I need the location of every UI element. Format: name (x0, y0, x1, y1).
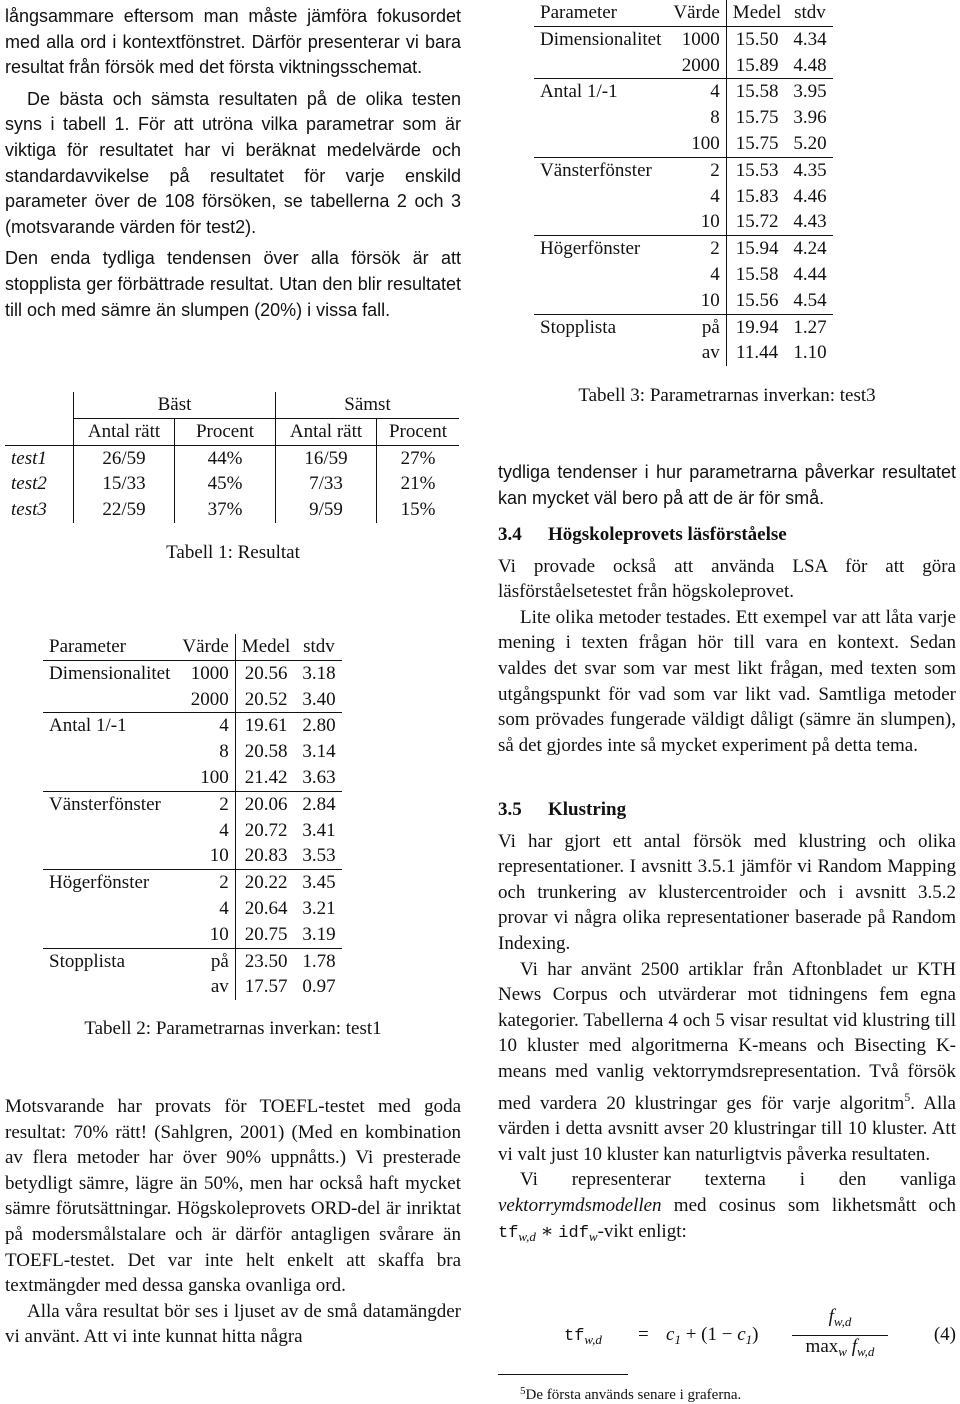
table-row (5, 497, 459, 523)
table-row (534, 53, 833, 79)
table-cell-mean: 19.61 (235, 713, 296, 739)
table-cell-stdv: 5.20 (787, 131, 832, 157)
text-span: -vikt enligt: (597, 1220, 687, 1242)
section-heading (498, 797, 956, 823)
math-var: c (737, 1324, 746, 1345)
table-cell-param (43, 765, 176, 791)
eq-denominator (788, 1334, 892, 1365)
table-row (43, 843, 342, 869)
table-cell-value: på (701, 316, 720, 338)
paragraph-r2: Vi provade också att använda LSA för att göra läsförståelsetestet från högskoleprovet. (498, 555, 956, 603)
table-row (534, 131, 833, 157)
table-cell-value: 2000 (176, 687, 235, 713)
table-cell-value: 8 (219, 741, 229, 763)
table-row (43, 896, 342, 922)
table-cell-param (43, 922, 176, 948)
table-cell-value: 2 (710, 238, 720, 260)
table-cell-mean: 21.42 (235, 765, 296, 791)
table-2 (43, 634, 342, 1000)
right-text-top (498, 460, 956, 511)
table-cell-param (43, 974, 176, 1000)
table-row (534, 79, 833, 105)
t2-header: stdv (296, 634, 341, 660)
table-1 (5, 392, 459, 523)
table-row (534, 236, 833, 262)
table-row (43, 687, 342, 713)
table-cell-stdv: 4.35 (793, 159, 827, 181)
table-cell-stdv: 1.78 (302, 950, 336, 972)
table-cell-stdv: 3.53 (296, 843, 341, 869)
table-row (534, 105, 833, 131)
table-cell-mean: 15.94 (726, 236, 787, 262)
table-cell-param (43, 843, 176, 869)
t1-cell: 16/59 (276, 445, 377, 471)
table-cell-mean: 20.58 (235, 739, 296, 765)
math-idf: idf (558, 1223, 589, 1243)
table-cell-value: 2 (710, 159, 720, 181)
table-row (534, 262, 833, 288)
table-cell-value: 100 (176, 765, 235, 791)
t3-header: Medel (726, 0, 787, 26)
table-cell-mean: 15.50 (726, 26, 787, 52)
t2-header: Värde (176, 634, 235, 660)
footnote-ref: 5 (904, 1089, 911, 1104)
t2-header: Parameter (43, 634, 176, 660)
table-row (43, 870, 342, 896)
paragraph-r4: Vi har gjort ett antal försök med klustring och olika representationer. I avsnitt 3.5.1 jämför vi Random Mapping och trunkering av klustercentroider och i avsnitt 3.5.2 provar vi några olika representationer baserade på Random Indexing. (498, 830, 956, 954)
eq-lhs (564, 1322, 602, 1353)
table-row (43, 791, 342, 817)
table-cell-stdv: 3.45 (302, 872, 336, 894)
paragraph-3: Den enda tydliga tendensen över alla försök är att stopplista ger förbättrade resultat. Utan den blir resultatet till och med sämre än slumpen (20%) i vissa fall. (5, 248, 461, 320)
t1-cell: 26/59 (74, 445, 175, 471)
t1-corner-2 (5, 418, 74, 445)
table-cell-stdv: 4.34 (793, 28, 827, 50)
math-sub: w (588, 1228, 598, 1244)
table-cell-stdv: 0.97 (302, 976, 336, 998)
table-row (534, 340, 833, 366)
table-cell-stdv: 3.18 (302, 662, 336, 684)
table-cell-param (43, 739, 176, 765)
eq-rhs (666, 1322, 758, 1353)
table-cell-mean: 20.75 (235, 922, 296, 948)
table-cell-value: 2 (219, 872, 229, 894)
table-cell-mean: 15.58 (726, 79, 787, 105)
math-var: f (828, 1306, 834, 1327)
table-cell-stdv: 3.41 (302, 819, 336, 841)
table-row (43, 974, 342, 1000)
table-cell-mean: 15.75 (726, 105, 787, 131)
table-cell-stdv: 2.80 (302, 715, 336, 737)
table-cell-mean: 19.94 (726, 314, 787, 340)
table-cell-stdv: 4.24 (793, 238, 827, 260)
table-row (534, 184, 833, 210)
t1-cell: 45% (175, 471, 276, 497)
table-cell-mean: 15.53 (726, 157, 787, 183)
table-1-caption: Tabell 1: Resultat (166, 542, 300, 563)
t1-group-worst: Sämst (276, 392, 460, 418)
paragraph-r5 (498, 957, 956, 1168)
table-cell-mean: 20.64 (235, 896, 296, 922)
math-tf: tf (564, 1327, 585, 1346)
left-text-bottom (5, 1094, 461, 1350)
table-cell-mean: 15.89 (726, 53, 787, 79)
table-cell-stdv: 4.48 (787, 53, 832, 79)
table-cell-stdv: 3.14 (302, 741, 336, 763)
table-cell-stdv: 3.95 (793, 81, 827, 103)
section-number: 3.5 (498, 799, 522, 820)
text-span: Vi har använt 2500 artiklar från Aftonbladet ur KTH News Corpus och utvärderar mot tidningens fem egna kategorier. Tabellerna 4 och 5 visar resultat vid klustring till 10 kluster med algoritmerna K-means och Bisecting K-means med vanlig vektorrymdsrepresentation. Två försök med vardera 20 klustringar ges för varje algoritm (498, 958, 956, 1114)
table-cell-stdv: 2.84 (302, 793, 336, 815)
math-sub: w,d (518, 1228, 536, 1244)
footnote-text: De första används senare i graferna. (525, 1387, 742, 1403)
math-sub: w,d (856, 1344, 875, 1359)
table-cell-value: av (701, 342, 720, 364)
table-cell-value: 1000 (190, 662, 229, 684)
table-cell-value: 8 (710, 107, 720, 129)
section-3-5 (498, 797, 956, 1249)
t3-header: stdv (787, 0, 832, 26)
section-title: Klustring (548, 799, 627, 820)
paragraph-r6 (498, 1167, 956, 1249)
t1-cell: 44% (175, 445, 276, 471)
table-cell-mean: 20.72 (235, 818, 296, 844)
text-span: Vi representerar texterna i den vanliga (520, 1169, 956, 1191)
t1-row-name: test3 (11, 499, 47, 521)
math-var: c (666, 1324, 675, 1345)
table-cell-param: Högerfönster (49, 872, 150, 894)
table-cell-param (534, 131, 667, 157)
math-tf: tf (498, 1223, 519, 1243)
section-3-4 (498, 522, 956, 758)
t1-cell: 22/59 (74, 497, 175, 523)
table-cell-stdv: 1.27 (793, 316, 827, 338)
text-span: med cosinus som likhetsmått och (661, 1194, 956, 1216)
table-cell-param: Vänsterfönster (49, 793, 161, 815)
math-op: ∗ (535, 1220, 559, 1242)
t1-group-best: Bäst (74, 392, 276, 418)
table-cell-mean: 15.75 (726, 131, 787, 157)
t1-row-name: test1 (11, 447, 47, 469)
math-op: + (1 − (685, 1324, 738, 1345)
table-cell-param (43, 896, 176, 922)
table-cell-value: 4 (710, 263, 720, 285)
t1-corner (5, 392, 74, 418)
table-cell-value: 10 (667, 288, 726, 314)
table-cell-value: 10 (667, 209, 726, 235)
footnote-mark: 5 (520, 1385, 526, 1397)
table-cell-value: 1000 (681, 28, 720, 50)
table-cell-param (534, 53, 667, 79)
table-3 (534, 0, 833, 366)
table-cell-stdv: 3.96 (793, 107, 827, 129)
table-cell-param: Stopplista (49, 950, 126, 972)
table-cell-param: Dimensionalitet (49, 662, 171, 684)
t3-header: Värde (667, 0, 726, 26)
footnote (520, 1382, 741, 1404)
table-cell-param (534, 209, 667, 235)
table-cell-stdv: 4.46 (793, 185, 827, 207)
table-cell-value: av (210, 976, 229, 998)
eq-numerator (792, 1304, 888, 1336)
table-row (534, 288, 833, 314)
table-row (534, 26, 833, 52)
table-cell-param: Vänsterfönster (540, 159, 652, 181)
table-cell-mean: 15.58 (726, 262, 787, 288)
table-cell-stdv: 3.21 (302, 897, 336, 919)
section-heading (498, 522, 956, 548)
table-cell-param (534, 262, 667, 288)
table-cell-param (534, 105, 667, 131)
table-cell-stdv: 4.54 (787, 288, 832, 314)
t1-cell: 15/33 (74, 471, 175, 497)
table-cell-param: Antal 1/-1 (540, 81, 618, 103)
table-row (43, 948, 342, 974)
equation-4 (498, 1304, 956, 1364)
table-row (43, 818, 342, 844)
table-row (43, 739, 342, 765)
paragraph-r3: Lite olika metoder testades. Ett exempel var att låta varje mening i texten frågan hör till vara en kontext. Sedan valdes det svar som var mest likt frågan, med texten som utgångspunkt för vad som var likt vad. Samtliga metoder som prövades fungerade väldigt dåligt (sämre än slumpen), så det gjordes inte så mycket experiment på detta tema. (498, 606, 956, 756)
t2-header: Medel (235, 634, 296, 660)
t3-header: Parameter (534, 0, 667, 26)
table-2-caption: Tabell 2: Parametrarnas inverkan: test1 (84, 1018, 382, 1039)
table-cell-param (43, 687, 176, 713)
table-cell-value: 10 (176, 843, 235, 869)
math-sub: w (838, 1344, 847, 1359)
table-row (534, 157, 833, 183)
table-cell-stdv: 1.10 (793, 342, 827, 364)
paragraph-5: Alla våra resultat bör ses i ljuset av de små datamängder vi använt. Att vi inte kunnat hitta några (5, 1300, 461, 1348)
math-op: max (805, 1336, 839, 1357)
table-cell-mean: 20.06 (235, 791, 296, 817)
text-span: . Alla värden i detta avsnitt avser 20 klustringar till 10 kluster. Att vi valt just 10 kluster kan naturligtvis påverka resultaten. (498, 1092, 956, 1165)
paragraph-1: långsammare eftersom man måste jämföra fokusordet med alla ord i kontextfönstret. Därför presenterar vi bara resultat från försök med det första viktningsschemat. (5, 6, 461, 78)
table-row (534, 209, 833, 235)
table-cell-value: på (210, 950, 229, 972)
math-sub: 1 (745, 1332, 753, 1347)
section-title: Högskoleprovets läsförståelse (548, 524, 787, 545)
t1-cell: 15% (377, 497, 460, 523)
table-cell-value: 4 (710, 185, 720, 207)
table-row (43, 922, 342, 948)
table-row (43, 713, 342, 739)
table-cell-value: 10 (176, 922, 235, 948)
table-cell-mean: 20.52 (235, 687, 296, 713)
table-cell-param (534, 340, 667, 366)
section-number: 3.4 (498, 524, 522, 545)
paragraph-r1: tydliga tendenser i hur parametrarna påverkar resultatet kan mycket väl bero på att de är för små. (498, 462, 956, 508)
table-cell-param: Högerfönster (540, 238, 641, 260)
table-cell-mean: 20.22 (235, 870, 296, 896)
table-cell-mean: 15.83 (726, 184, 787, 210)
table-cell-mean: 11.44 (726, 340, 787, 366)
table-cell-param (534, 184, 667, 210)
table-cell-value: 4 (219, 897, 229, 919)
math-sub: w,d (833, 1314, 852, 1329)
table-cell-value: 100 (667, 131, 726, 157)
table-cell-param: Antal 1/-1 (49, 715, 127, 737)
emphasis: vektorrymdsmodellen (498, 1194, 662, 1216)
t1-row-name: test2 (11, 473, 47, 495)
table-cell-value: 4 (219, 715, 229, 737)
table-row (43, 660, 342, 686)
table-cell-param (43, 818, 176, 844)
table-cell-stdv: 3.40 (296, 687, 341, 713)
t1-cell: 37% (175, 497, 276, 523)
table-cell-stdv: 3.19 (296, 922, 341, 948)
table-cell-param: Dimensionalitet (540, 28, 662, 50)
t1-col-antal-worst: Antal rätt (276, 418, 377, 445)
table-cell-stdv: 3.63 (296, 765, 341, 791)
table-row (534, 314, 833, 340)
table-cell-mean: 20.56 (235, 660, 296, 686)
table-cell-stdv: 4.43 (787, 209, 832, 235)
left-text-top (5, 4, 461, 323)
t1-col-procent-worst: Procent (377, 418, 460, 445)
table-cell-mean: 23.50 (235, 948, 296, 974)
eq-equals: = (638, 1324, 649, 1345)
t1-cell: 27% (377, 445, 460, 471)
table-cell-mean: 15.72 (726, 209, 787, 235)
table-row (43, 765, 342, 791)
math-var: f (851, 1336, 857, 1357)
table-cell-mean: 15.56 (726, 288, 787, 314)
math-sub: 1 (674, 1332, 681, 1347)
table-row (5, 445, 459, 471)
t1-col-antal-best: Antal rätt (74, 418, 175, 445)
table-cell-value: 2 (219, 793, 229, 815)
table-cell-mean: 20.83 (235, 843, 296, 869)
table-cell-param: Stopplista (540, 316, 617, 338)
table-cell-stdv: 4.44 (793, 263, 827, 285)
footnote-rule (498, 1374, 628, 1375)
math-op: ) (752, 1324, 759, 1345)
table-3-caption: Tabell 3: Parametrarnas inverkan: test3 (578, 385, 876, 406)
paragraph-2: De bästa och sämsta resultaten på de olika testen syns i tabell 1. För att utröna vilka parametrar som är viktiga för resultatet har vi beräknat medelvärde och standardavvikelse på resultatet för varje enskild parameter över de 108 försöken, se tabellerna 2 och 3 (motsvarande värden för test2). (5, 88, 461, 237)
t1-cell: 7/33 (276, 471, 377, 497)
table-row (5, 471, 459, 497)
eq-label: (4) (933, 1324, 956, 1345)
t1-col-procent-best: Procent (175, 418, 276, 445)
t1-cell: 9/59 (276, 497, 377, 523)
table-cell-param (534, 288, 667, 314)
math-sub: w,d (584, 1332, 602, 1347)
table-cell-mean: 17.57 (235, 974, 296, 1000)
table-cell-value: 4 (219, 819, 229, 841)
table-cell-value: 4 (710, 81, 720, 103)
t1-cell: 21% (377, 471, 460, 497)
table-cell-value: 2000 (667, 53, 726, 79)
paragraph-4: Motsvarande har provats för TOEFL-testet med goda resultat: 70% rätt! (Sahlgren, 2001) (Med en kombination av flera metoder har över 90% uppnåtts.) Vi presterade betydligt sämre, lägre än 50%, men har också haft mycket sämre förutsättningar. Högskoleprovets ORD-del är inriktat på modersmålstalare och är därför antagligen svårare än TOEFL-testet. Det var inte helt enkelt att skaffa bra textmängder med dessa ganska ovanliga ord. (5, 1096, 461, 1297)
